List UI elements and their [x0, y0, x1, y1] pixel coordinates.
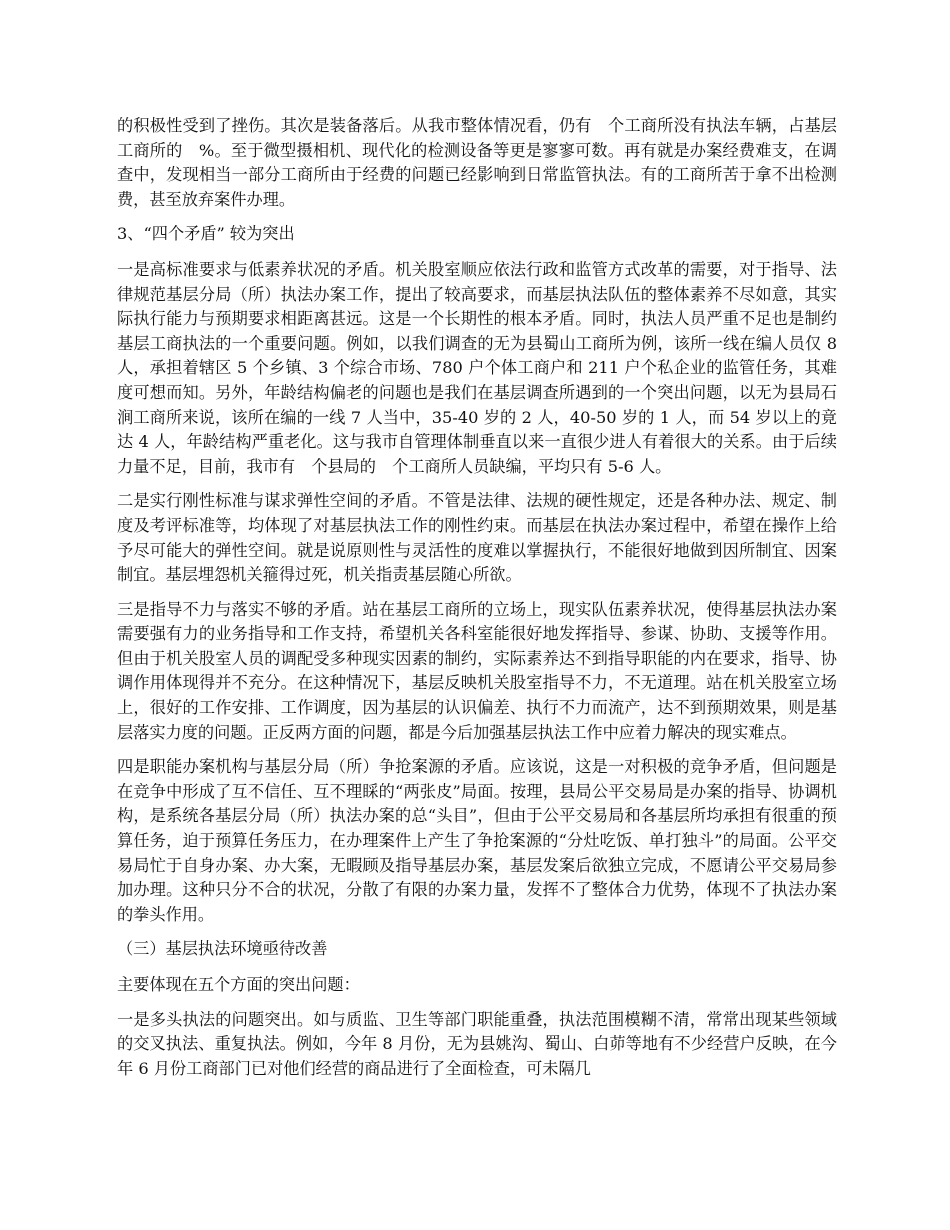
- paragraph-contradiction-4: 四是职能办案机构与基层分局（所）争抢案源的矛盾。应该说，这是一对积极的竞争矛盾，但问题是在竞争中形成了互不信任、互不理睬的“两张皮”局面。按理，县局公平交易局是办案的指导、协调机构，是系统各基层分局（所）执法办案的总“头目”，但由于公平交易局和各基层所均承担有很重的预算任务，迫于预算任务压力，在办理案件上产生了争抢案源的“分灶吃饭、单打独斗”的局面。公平交易局忙于自身办案、办大案，无暇顾及指导基层办案，基层发案后欲独立完成，不愿请公平交易局参加办理。这种只分不合的状况，分散了有限的办案力量，发挥不了整体合力优势，体现不了执法办案的拳头作用。: [117, 757, 837, 924]
- paragraph-five-issues-intro: 主要体现在五个方面的突出问题：: [117, 975, 360, 994]
- document-page: [117, 114, 837, 1091]
- paragraph-issue-1: 一是多头执法的问题突出。如与质监、卫生等部门职能重叠，执法范围模糊不清，常常出现某些领域的交叉执法、重复执法。例如，今年 8 月份，无为县姚沟、蜀山、白茆等地有不少经营户反映，在今年 6 月份工商部门已对他们经营的商品进行了全面检查，可未隔几: [117, 1009, 837, 1078]
- section-heading-four-contradictions: 3、“四个矛盾” 较为突出: [117, 224, 295, 244]
- paragraph-equipment: 的积极性受到了挫伤。其次是装备落后。从我市整体情况看，仍有 个工商所没有执法车辆，占基层工商所的 %。至于微型摄相机、现代化的检测设备等更是寥寥可数。再有就是办案经费难支，在调查中，发现相当一部分工商所由于经费的问题已经影响到日常监管执法。有的工商所苦于拿不出检测费，甚至放弃案件办理。: [117, 116, 837, 209]
- paragraph-contradiction-3: 三是指导不力与落实不够的矛盾。站在基层工商所的立场上，现实队伍素养状况，使得基层执法办案需要强有力的业务指导和工作支持，希望机关各科室能很好地发挥指导、参谋、协助、支援等作用。但由于机关股室人员的调配受多种现实因素的制约，实际素养达不到指导职能的内在要求，指导、协调作用体现得并不充分。在这种情况下，基层反映机关股室指导不力，不无道理。站在机关股室立场上，很好的工作安排、工作调度，因为基层的认识偏差、执行不力而流产，达不到预期效果，则是基层落实力度的问题。正反两方面的问题，都是今后加强基层执法工作中应着力解决的现实难点。: [117, 599, 837, 742]
- paragraph-contradiction-2: 二是实行刚性标准与谋求弹性空间的矛盾。不管是法律、法规的硬性规定，还是各种办法、规定、制度及考评标准等，均体现了对基层执法工作的刚性约束。而基层在执法办案过程中，希望在操作上给予尽可能大的弹性空间。就是说原则性与灵活性的度难以掌握执行，不能很好地做到因所制宜、因案制宜。基层埋怨机关箍得过死，机关指责基层随心所欲。: [117, 491, 837, 585]
- paragraph-contradiction-1: 一是高标准要求与低素养状况的矛盾。机关股室顺应依法行政和监管方式改革的需要，对于指导、法律规范基层分局（所）执法办案工作，提出了较高要求，而基层执法队伍的整体素养不尽如意，其实际执行能力与预期要求相距离甚远。这是一个长期性的根本矛盾。同时，执法人员严重不足也是制约基层工商执法的一个重要问题。例如，以我们调查的无为县蜀山工商所为例，该所一线在编人员仅 8 人，承担着辖区 5 个乡镇、3 个综合市场、780 户个体工商户和 211 户个私企业的监管任务，其难度可想而知。另外，年龄结构偏老的问题也是我们在基层调查所遇到的一个突出问题，以无为县局石涧工商所来说，该所在编的一线 7 人当中，35-40 岁的 2 人，40-50 岁的 1 人，而 54 岁以上的竟达 4 人，年龄结构严重老化。这与我市自管理体制垂直以来一直很少进人有着很大的关系。由于后续力量不足，目前，我市有 个县局的 个工商所人员缺编，平均只有 5-6 人。: [117, 259, 837, 476]
- section-heading-environment: （三）基层执法环境亟待改善: [117, 939, 328, 959]
